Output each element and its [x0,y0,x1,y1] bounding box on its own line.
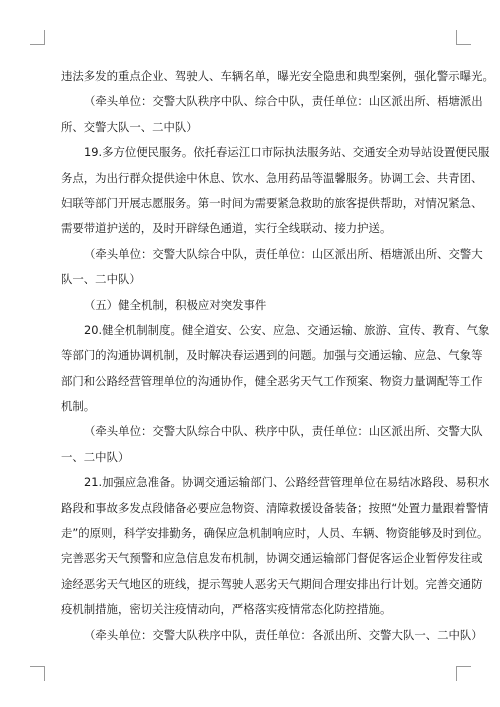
text-line: 走”的原则，科学安排勤务，确保应急机制响应时，人员、车辆、物资能够及时到位。 [61,526,489,541]
text-line: 19.多方位便民服务。依托春运江口市际执法服务站、交通安全劝导站设置便民服 [84,145,490,160]
text-line: 21.加强应急准备。协调交通运输部门、公路经营管理单位在易结冰路段、易积水 [84,475,490,490]
crop-mark-bottom-left [30,666,45,681]
text-line: 需要带道护送的，及时开辟绿色通道，实行全线联动、接力护送。 [61,221,392,236]
text-line: 疫机制措施，密切关注疫情动向，严格落实疫情常态化防控措施。 [61,602,392,617]
crop-mark-bottom-right [456,666,471,681]
text-line: 一、二中队） [61,449,130,464]
text-line: 20.健全机制制度。健全道安、公安、应急、交通运输、旅游、宣传、教育、气象 [84,322,490,337]
text-line: 部门和公路经营管理单位的沟通协作，健全恶劣天气工作预案、物资力量调配等工作 [61,373,483,388]
text-line: 机制。 [61,399,96,414]
document-body [61,64,494,648]
text-line: （牵头单位：交警大队综合中队，责任单位：山区派出所、梧塘派出所、交警大 [84,246,483,261]
section-heading: （五）健全机制，积极应对突发事件 [84,297,267,312]
text-line: 等部门的沟通协调机制，及时解决春运遇到的问题。加强与交通运输、应急、气象等 [61,348,483,363]
crop-mark-top-right [456,30,471,45]
text-line: （牵头单位：交警大队秩序中队，责任单位：各派出所、交警大队一、二中队） [84,627,483,642]
text-line: 队一、二中队） [61,272,141,287]
text-line: （牵头单位：交警大队秩序中队、综合中队，责任单位：山区派出所、梧塘派出 [84,94,483,109]
text-line: 途经恶劣天气地区的班线，提示驾驶人恶劣天气期间合理安排出行计划。完善交通防 [61,576,483,591]
text-line: （牵头单位：交警大队综合中队、秩序中队，责任单位：山区派出所、交警大队 [84,424,483,439]
text-line: 妇联等部门开展志愿服务。第一时间为需要紧急救助的旅客提供帮助，对情况紧急、 [61,195,483,210]
text-line: 违法多发的重点企业、驾驶人、车辆名单，曝光安全隐患和典型案例，强化警示曝光。 [61,69,494,83]
text-line: 所、交警大队一、二中队） [61,119,198,134]
text-line: 务点，为出行群众提供途中休息、饮水、急用药品等温馨服务。协调工会、共青团、 [61,170,483,185]
text-line: 完善恶劣天气预警和应急信息发布机制，协调交通运输部门督促客运企业暂停发往或 [61,551,483,566]
text-line: 路段和事故多发点段储备必要应急物资、清障救援设备装备；按照“处置力量跟着警情 [61,500,489,515]
crop-mark-top-left [30,30,45,45]
